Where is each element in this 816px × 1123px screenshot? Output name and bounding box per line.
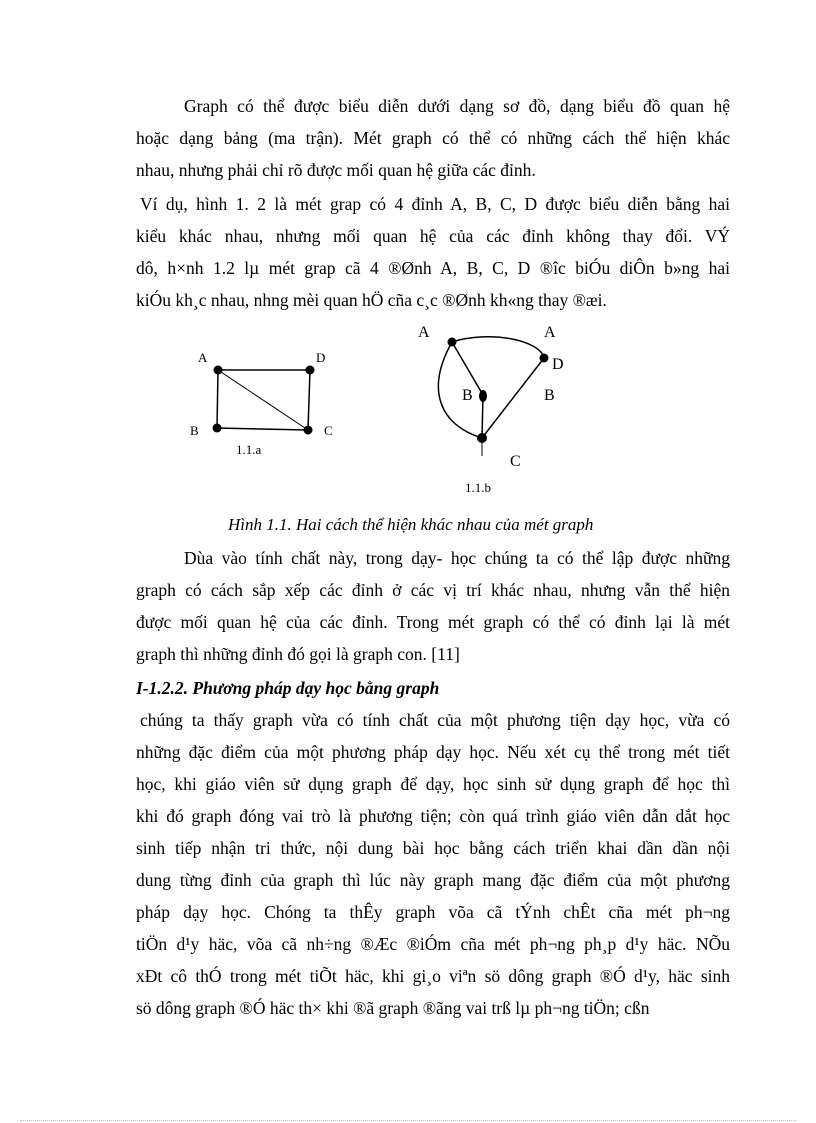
figure-b-graph [420, 330, 560, 465]
vertex-a [214, 366, 223, 375]
figure-a-label-b: B [190, 423, 199, 438]
edge-a-d-curve [452, 337, 544, 358]
paragraph-4-line-2: những đặc điểm của một phương pháp dạy học. Nếu xét cụ thể trong mét tiết [136, 742, 730, 762]
figure-b-label-b-right: B [544, 387, 555, 404]
paragraph-3-line-2: graph có cách sắp xếp các đỉnh ở các vị trí khác nhau, nhưng vẫn thể hiện [136, 580, 730, 600]
figure-b-label-c: C [510, 453, 521, 470]
paragraph-2-line-1: Ví dụ, hình 1. 2 là mét grap có 4 đỉnh A, B, C, D được biểu diễn bằng hai [140, 194, 730, 214]
figure-caption: Hình 1.1. Hai cách thể hiện khác nhau của mét graph [228, 515, 594, 534]
figure-b-caption: 1.1.b [465, 480, 491, 495]
vertex-c [477, 433, 487, 443]
paragraph-3-line-1: Dùa vào tính chất này, trong dạy- học chúng ta có thể lập được những [184, 548, 730, 568]
paragraph-4-line-10: sö dông graph ®Ó häc th× khi ®ã graph ®ãng vai trß lµ ph¬ng tiÖn; cßn [136, 998, 650, 1018]
paragraph-1-line-2: hoặc dạng bảng (ma trận). Mét graph có thể có những cách thể hiện khác [136, 128, 730, 148]
edge-d-c [482, 358, 544, 438]
paragraph-4-line-9: xÐt cô thÓ trong mét tiÕt häc, khi gi¸o viªn sö dông graph ®Ó d¹y, häc sinh [136, 966, 730, 986]
paragraph-4-line-8: tiÖn d¹y häc, võa cã nh÷ng ®Æc ®iÓm cña mét ph¬ng ph¸p d¹y häc. NÕu [136, 934, 730, 954]
figure-a-label-d: D [316, 350, 326, 365]
figure-a-caption: 1.1.a [236, 442, 262, 457]
vertex-b [479, 390, 487, 402]
paragraph-4-line-6: dung từng đỉnh của graph thì lúc này graph mang đặc điểm của một phương [136, 870, 730, 890]
edge-d-c [308, 370, 310, 430]
paragraph-4-line-1: chúng ta thấy graph vừa có tính chất của một phương tiện dạy học, vừa có [140, 710, 730, 730]
vertex-c [304, 426, 313, 435]
paragraph-3-line-3: được mối quan hệ của các đỉnh. Trong mét graph có thể có đỉnh lại là mét [136, 612, 730, 632]
vertex-d [306, 366, 315, 375]
edge-a-c [218, 370, 308, 430]
edge-b-c [217, 428, 308, 430]
paragraph-2-line-4: kiÓu kh¸c nhau, nhng mèi quan hÖ cña c¸c ®Ønh kh«ng thay ®æi. [136, 290, 607, 310]
vertex-b [213, 424, 222, 433]
paragraph-1-line-3: nhau, nhưng phải chỉ rõ được mối quan hệ giữa các đỉnh. [136, 160, 536, 180]
page-bottom-divider [20, 1120, 796, 1121]
section-heading: I-1.2.2. Phương pháp dạy học bằng graph [136, 678, 440, 698]
paragraph-4-line-5: sinh tiếp nhận tri thức, nội dung bài học bằng cách triển khai dần dần nội [136, 838, 730, 858]
edge-a-b [217, 370, 218, 428]
vertex-d [540, 354, 549, 363]
paragraph-2-line-3: dô, h×nh 1.2 lµ mét grap cã 4 ®Ønh A, B, C, D ®îc biÓu diÔn b»ng hai [136, 258, 730, 278]
paragraph-1-line-1: Graph có thể được biểu diễn dưới dạng sơ đồ, dạng biểu đồ quan hệ [184, 96, 730, 116]
figure-a-graph [200, 350, 330, 450]
paragraph-4-line-7: pháp dạy học. Chóng ta thÊy graph võa cã tÝnh chÊt cña mét ph¬ng [136, 902, 730, 922]
paragraph-4-line-3: học, khi giáo viên sử dụng graph để dạy, học sinh sử dụng graph để học thì [136, 774, 730, 794]
paragraph-3-line-4: graph thì những đỉnh đó gọi là graph con. [11] [136, 644, 460, 664]
figure-a-label-a: A [198, 350, 208, 365]
paragraph-4-line-4: khi đó graph đóng vai trò là phương tiện; còn quá trình giáo viên dẫn dắt học [136, 806, 730, 826]
vertex-a [448, 338, 457, 347]
paragraph-2-line-2: kiểu khác nhau, nhưng mối quan hệ của các đỉnh không thay đổi. VÝ [136, 226, 730, 246]
figure-b-label-d: D [552, 356, 564, 373]
figure-a-label-c: C [324, 423, 333, 438]
figure-b-label-a-right: A [544, 324, 556, 341]
figure-b-label-a-left: A [418, 324, 430, 341]
figure-b-label-b-left: B [462, 387, 473, 404]
